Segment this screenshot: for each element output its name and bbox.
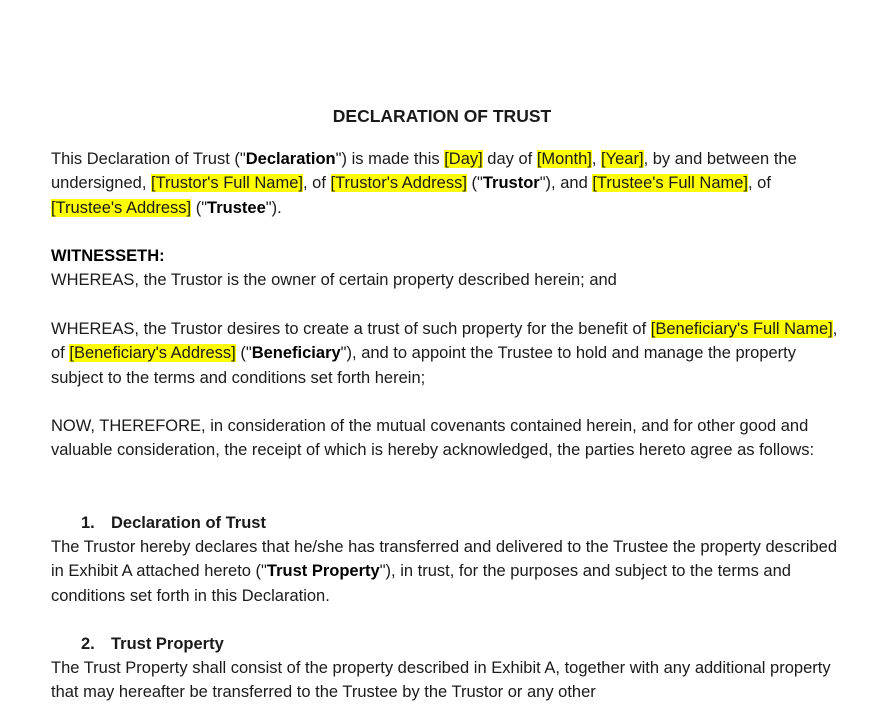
placeholder-month[interactable]: [Month] xyxy=(536,150,592,168)
section-number: 1. xyxy=(81,514,95,532)
section-text: The Trust Property shall consist of the property described in Exhibit A, together with any additional property that may hereafter be transferred to the Trustee by the Trustor or any other xyxy=(51,659,831,702)
intro-text: , by and between the undersigned, xyxy=(51,150,797,193)
placeholder-trustor-name[interactable]: [Trustor's Full Name] xyxy=(151,174,303,193)
document-title: DECLARATION OF TRUST xyxy=(332,106,552,126)
intro-text: , of xyxy=(302,174,331,193)
witnesseth-heading xyxy=(51,244,841,268)
placeholder-beneficiary-name[interactable]: [Beneficiary's Full Name] xyxy=(650,320,833,338)
intro-text: ") is made this xyxy=(335,150,445,168)
placeholder-trustee-name[interactable]: [Trustee's Full Name] xyxy=(592,174,749,193)
whereas-text: WHEREAS, the Trustor desires to create a trust of such property for the benefit of xyxy=(51,320,651,338)
section-text: The Trustor hereby declares that he/she has transferred and delivered to the Trustee the property described in Exhibit A attached hereto (" xyxy=(51,538,838,581)
intro-text: , of xyxy=(748,174,771,193)
intro-text: (" xyxy=(466,174,483,193)
intro-paragraph xyxy=(51,147,841,220)
now-therefore-paragraph: NOW, THEREFORE, in consideration of the mutual covenants contained herein, and for other good and valuable consideration, the receipt of which is hereby acknowledged, the parties hereto agree as follows: xyxy=(51,417,815,460)
defined-term-declaration: Declaration xyxy=(245,150,336,168)
section-number: 2. xyxy=(81,635,95,653)
section-body-1 xyxy=(51,535,841,608)
intro-text: (" xyxy=(191,198,208,217)
placeholder-trustee-address[interactable]: [Trustee's Address] xyxy=(51,198,192,217)
defined-term-trustor: Trustor xyxy=(482,174,540,193)
defined-term-trust-property: Trust Property xyxy=(266,562,380,581)
section-heading-1 xyxy=(81,511,266,535)
section-body-2 xyxy=(51,656,841,705)
placeholder-trustor-address[interactable]: [Trustor's Address] xyxy=(330,174,467,193)
defined-term-beneficiary: Beneficiary xyxy=(251,344,341,363)
whereas-text: , of xyxy=(51,320,838,363)
defined-term-trustee: Trustee xyxy=(207,198,266,217)
whereas-paragraph-2 xyxy=(51,317,841,390)
placeholder-beneficiary-address[interactable]: [Beneficiary's Address] xyxy=(69,344,236,363)
section-heading-2 xyxy=(81,632,224,656)
placeholder-day[interactable]: [Day] xyxy=(444,150,483,168)
intro-text: "). xyxy=(265,198,282,217)
whereas-text: (" xyxy=(235,344,252,363)
section-title: Trust Property xyxy=(111,635,224,653)
placeholder-year[interactable]: [Year] xyxy=(601,150,644,168)
section-text: "), in trust, for the purposes and subject to the terms and conditions set forth in this Declaration. xyxy=(51,562,791,605)
intro-text: , xyxy=(591,150,602,168)
section-title: Declaration of Trust xyxy=(111,514,266,532)
witnesseth-label: WITNESSETH: xyxy=(51,247,165,265)
intro-text: day of xyxy=(482,150,537,168)
intro-text: This Declaration of Trust (" xyxy=(51,150,246,168)
whereas-text: "), and to appoint the Trustee to hold and manage the property subject to the terms and conditions set forth herein; xyxy=(51,344,797,387)
whereas-paragraph-1: WHEREAS, the Trustor is the owner of certain property described herein; and xyxy=(51,271,617,289)
intro-text: "), and xyxy=(539,174,593,193)
